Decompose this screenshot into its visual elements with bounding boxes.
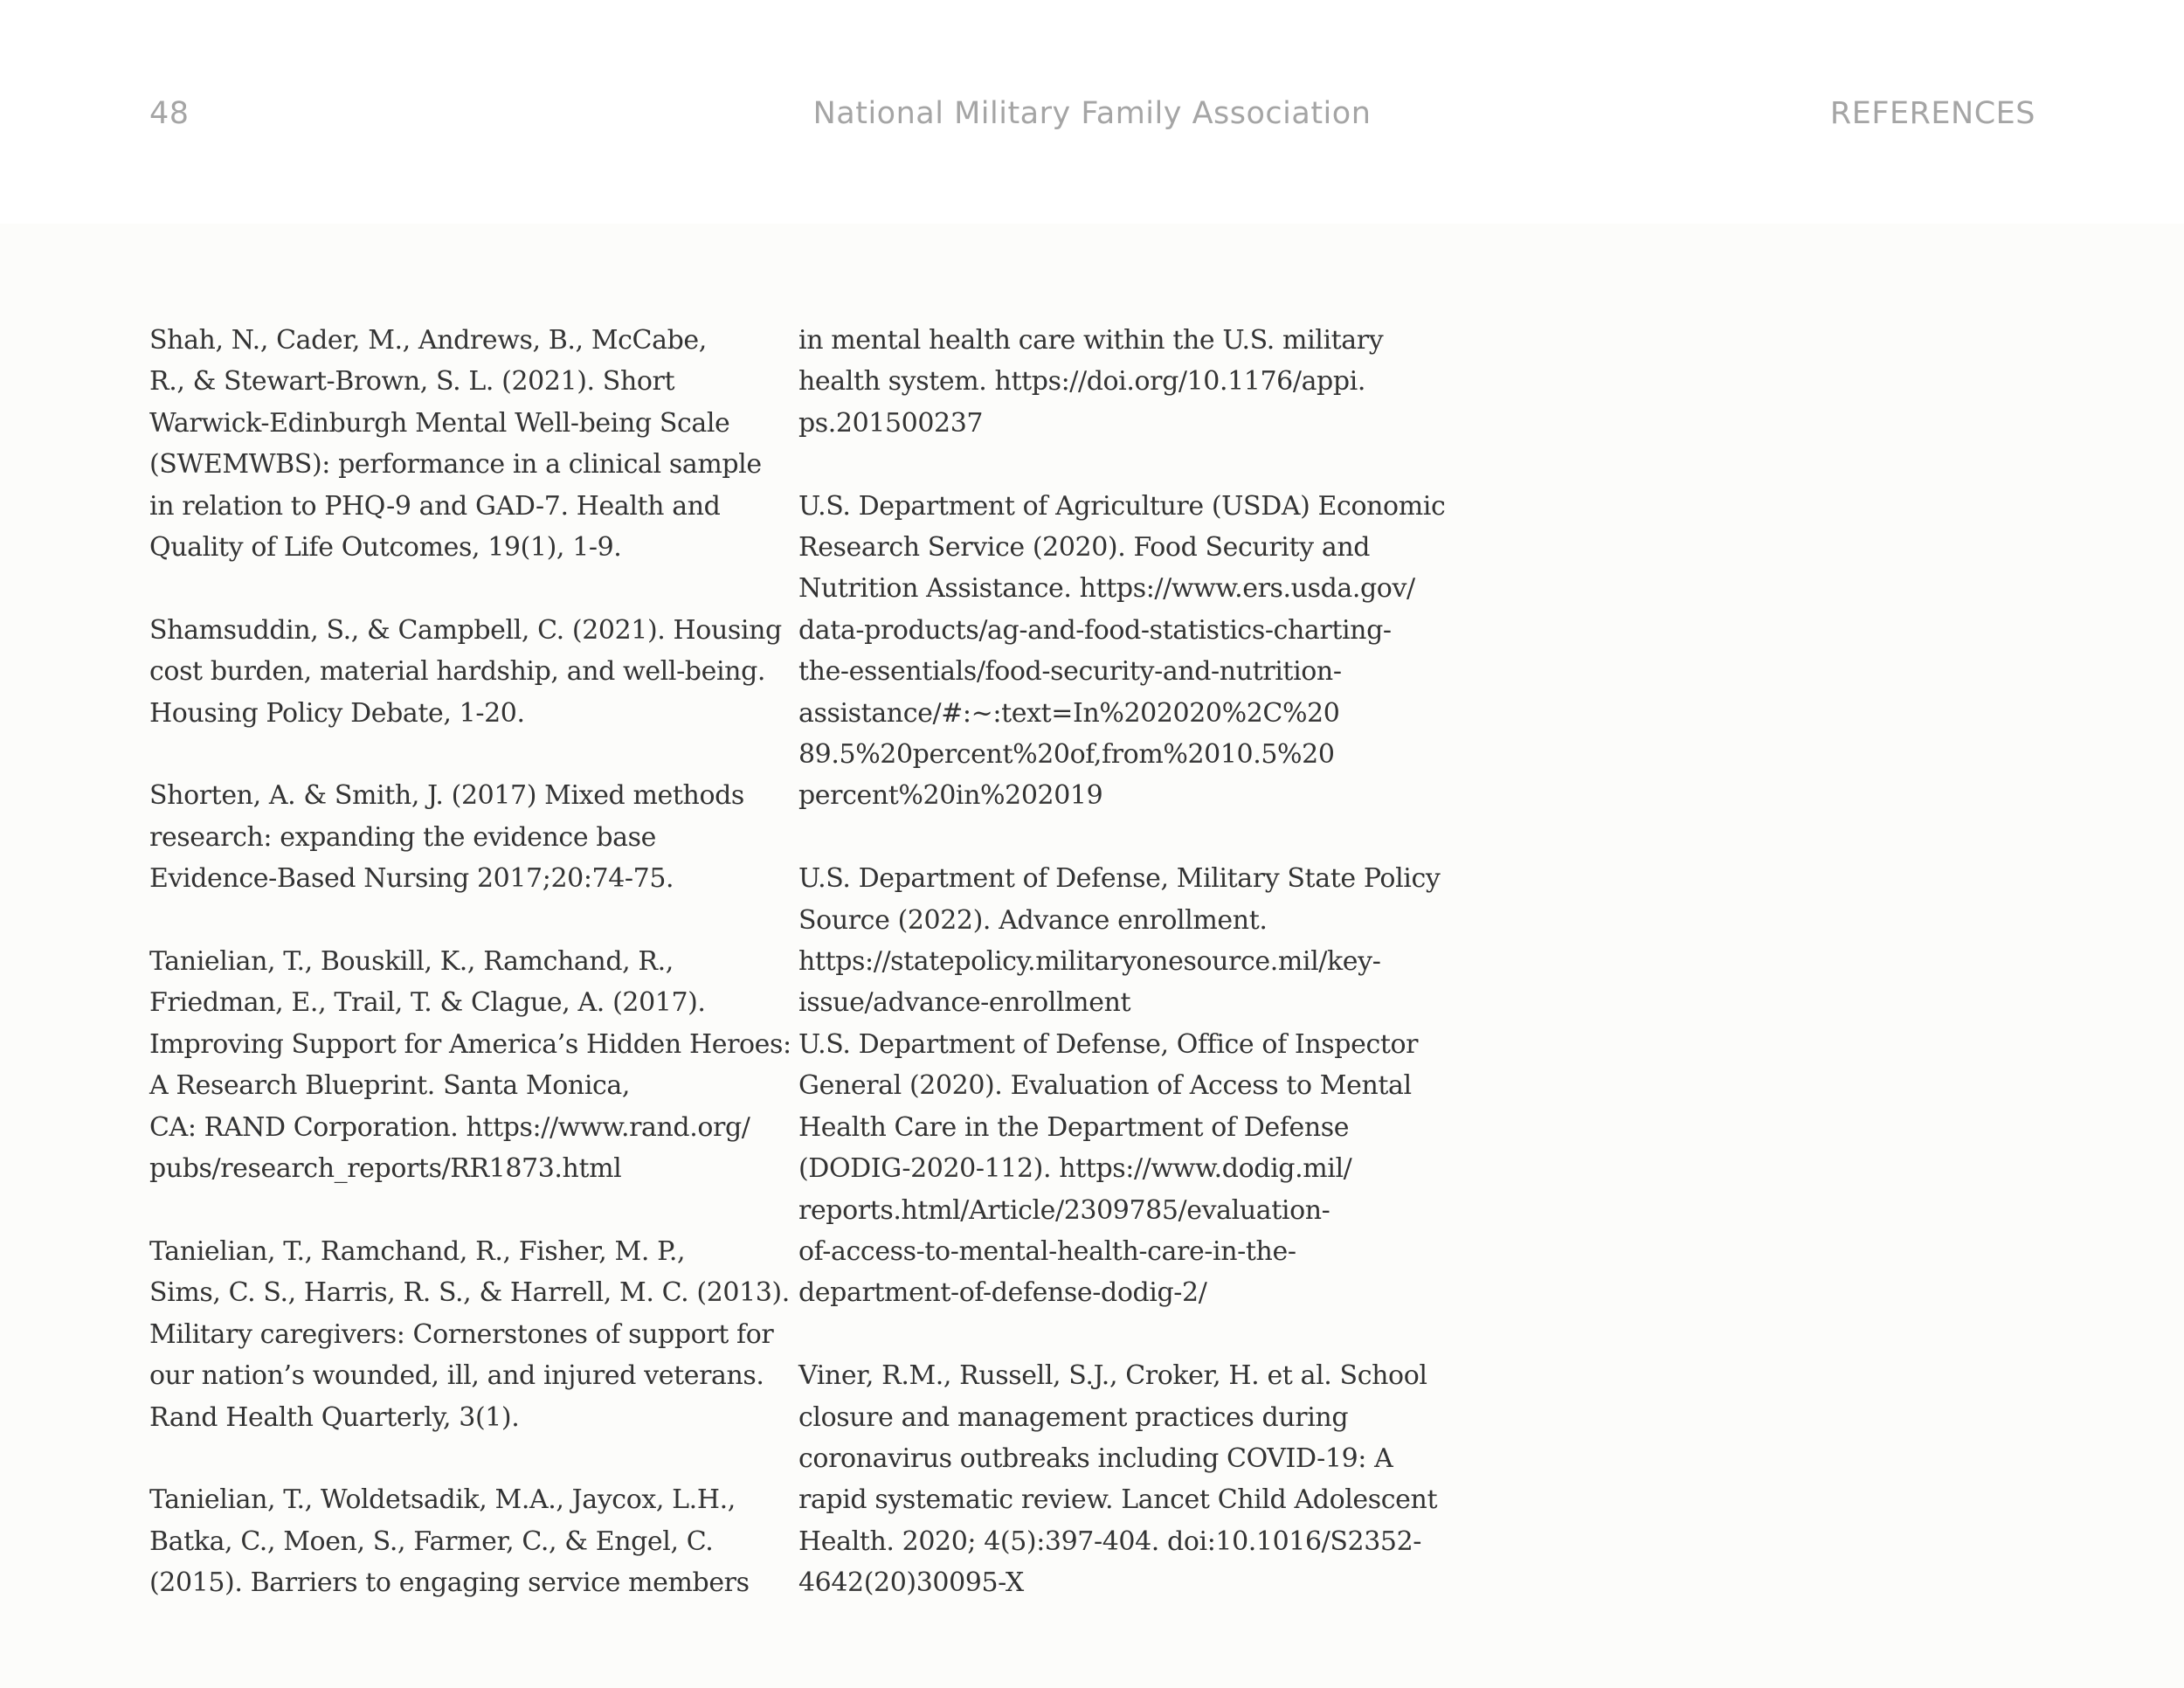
references-left-column [149,320,791,1604]
reference-line: (SWEMWBS): performance in a clinical sample [149,449,762,481]
reference-line: https://statepolicy.militaryonesource.mil/key- [798,946,1381,978]
reference-line: cost burden, material hardship, and well-being. [149,656,766,688]
reference-line: of-access-to-mental-health-care-in-the- [798,1235,1296,1267]
reference-line: (DODIG-2020-112). https://www.dodig.mil/ [798,1153,1352,1185]
reference-line: Nutrition Assistance. https://www.ers.usda.gov/ [798,573,1415,605]
reference-line: Friedman, E., Trail, T. & Clague, A. (2017). [149,987,706,1019]
reference-line: A Research Blueprint. Santa Monica, [149,1070,631,1102]
page-header [0,0,2184,224]
reference-line: (2015). Barriers to engaging service members [149,1567,750,1599]
page-number: 48 [149,96,190,131]
reference-line: CA: RAND Corporation. https://www.rand.org/ [149,1111,750,1143]
reference-line: Evidence-Based Nursing 2017;20:74-75. [149,863,674,895]
reference-line: percent%20in%202019 [798,780,1103,812]
reference-line: Sims, C. S., Harris, R. S., & Harrell, M. C. (2013). [149,1277,790,1309]
reference-line: rapid systematic review. Lancet Child Adolescent [798,1484,1438,1516]
reference-line: 4642(20)30095-X [798,1567,1024,1599]
reference-line: Tanielian, T., Woldetsadik, M.A., Jaycox, L.H., [149,1484,736,1516]
reference-line: Warwick-Edinburgh Mental Well-being Scale [149,407,730,439]
reference-line: the-essentials/food-security-and-nutrition- [798,656,1342,688]
reference-entry [798,1024,1419,1314]
reference-entry [149,610,782,734]
page-content [0,224,2184,1688]
reference-entry [798,858,1441,1024]
reference-line: assistance/#:~:text=In%202020%2C%20 [798,697,1340,729]
reference-line: Shah, N., Cader, M., Andrews, B., McCabe, [149,325,707,356]
reference-entry [149,1231,790,1438]
references-right-column [798,320,1446,1604]
reference-line: Batka, C., Moen, S., Farmer, C., & Engel, C. [149,1525,714,1557]
reference-entry [149,1479,752,1603]
reference-line: U.S. Department of Defense, Office of Inspector [798,1028,1419,1060]
reference-line: 89.5%20percent%20of,from%2010.5%20 [798,739,1335,771]
reference-entry [149,941,791,1189]
section-title: REFERENCES [1829,96,2035,131]
reference-line: in mental health care within the U.S. military [798,325,1384,356]
reference-line: closure and management practices during [798,1401,1349,1433]
reference-line: R., & Stewart-Brown, S. L. (2021). Short [149,366,675,398]
reference-line: Source (2022). Advance enrollment. [798,904,1268,936]
reference-entry [798,486,1446,817]
reference-line: General (2020). Evaluation of Access to Mental [798,1070,1412,1102]
reference-entry [149,320,762,568]
reference-line: ps.201500237 [798,407,984,439]
reference-line: Improving Support for America’s Hidden Heroes: [149,1028,791,1060]
reference-line: health system. https://doi.org/10.1176/appi. [798,366,1365,398]
reference-entry [149,775,752,899]
reference-line: Quality of Life Outcomes, 19(1), 1-9. [149,532,622,564]
reference-line: reports.html/Article/2309785/evaluation- [798,1194,1330,1226]
reference-line: Housing Policy Debate, 1-20. [149,697,525,729]
reference-line: Shamsuddin, S., & Campbell, C. (2021). Housing [149,614,782,646]
reference-line: U.S. Department of Agriculture (USDA) Economic [798,490,1446,522]
reference-line: issue/advance-enrollment [798,987,1131,1019]
reference-line: Military caregivers: Cornerstones of support for [149,1318,774,1350]
reference-line: Health. 2020; 4(5):397-404. doi:10.1016/S2352- [798,1525,1422,1557]
reference-entry [798,320,1401,444]
reference-line: Rand Health Quarterly, 3(1). [149,1401,520,1433]
reference-line: our nation’s wounded, ill, and injured veterans. [149,1360,764,1392]
reference-line: data-products/ag-and-food-statistics-charting- [798,614,1392,646]
reference-line: research: expanding the evidence base [149,821,656,853]
reference-line: Tanielian, T., Ramchand, R., Fisher, M. P., [149,1235,686,1267]
reference-line: pubs/research_reports/RR1873.html [149,1153,622,1185]
reference-line: Tanielian, T., Bouskill, K., Ramchand, R., [149,946,674,978]
reference-entry [798,1355,1438,1603]
reference-line: department-of-defense-dodig-2/ [798,1277,1207,1309]
reference-line: coronavirus outbreaks including COVID-19: A [798,1442,1393,1474]
reference-line: U.S. Department of Defense, Military State Policy [798,863,1441,895]
reference-line: Viner, R.M., Russell, S.J., Croker, H. et al. School [798,1360,1427,1392]
reference-line: Shorten, A. & Smith, J. (2017) Mixed methods [149,780,744,812]
reference-line: Health Care in the Department of Defense [798,1111,1350,1143]
reference-line: Research Service (2020). Food Security and [798,532,1371,564]
reference-line: in relation to PHQ-9 and GAD-7. Health and [149,490,721,522]
organization-name: National Military Family Association [812,96,1372,131]
